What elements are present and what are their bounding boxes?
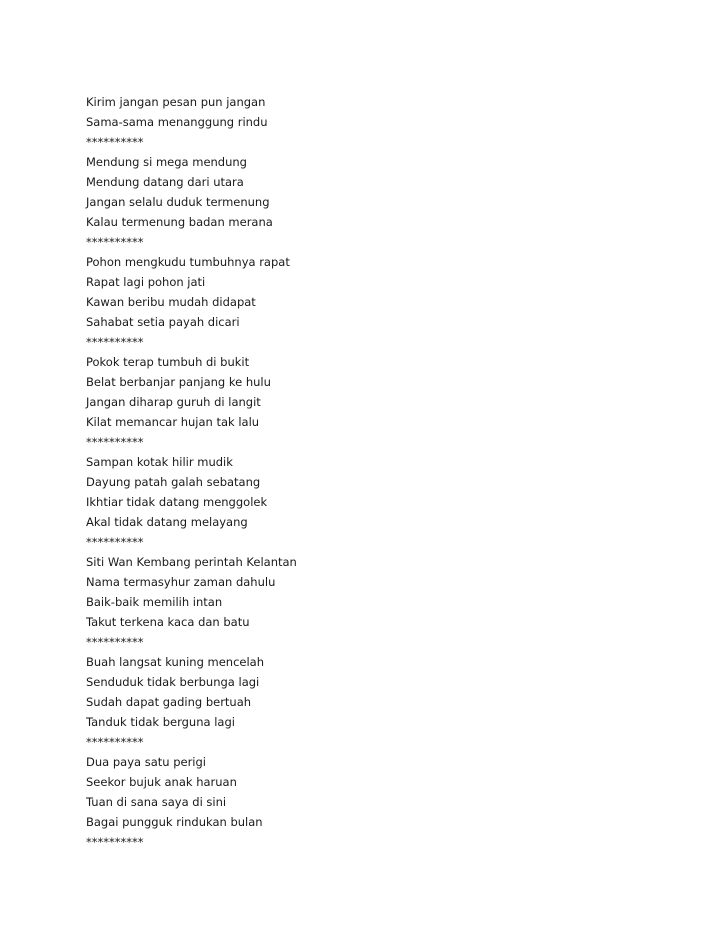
text-line: Jangan diharap guruh di langit: [86, 395, 261, 409]
text-line: Ikhtiar tidak datang menggolek: [86, 495, 268, 509]
separator-line: **********: [86, 835, 144, 849]
text-line: Rapat lagi pohon jati: [86, 275, 206, 289]
text-line: Tuan di sana saya di sini: [86, 795, 227, 809]
separator-line: **********: [86, 335, 144, 349]
text-line: Nama termasyhur zaman dahulu: [86, 575, 276, 589]
document-page: [86, 92, 686, 852]
separator-line: **********: [86, 135, 144, 149]
text-line: Takut terkena kaca dan batu: [86, 615, 250, 629]
text-line: Sahabat setia payah dicari: [86, 315, 240, 329]
text-line: Kalau termenung badan merana: [86, 215, 273, 229]
separator-line: **********: [86, 735, 144, 749]
separator-line: **********: [86, 635, 144, 649]
text-line: Kirim jangan pesan pun jangan: [86, 95, 266, 109]
separator-line: **********: [86, 235, 144, 249]
text-line: Pohon mengkudu tumbuhnya rapat: [86, 255, 290, 269]
text-line: Sudah dapat gading bertuah: [86, 695, 252, 709]
separator-line: **********: [86, 435, 144, 449]
text-line: Senduduk tidak berbunga lagi: [86, 675, 260, 689]
text-line: Jangan selalu duduk termenung: [86, 195, 270, 209]
text-line: Akal tidak datang melayang: [86, 515, 248, 529]
text-line: Sampan kotak hilir mudik: [86, 455, 233, 469]
text-line: Kawan beribu mudah didapat: [86, 295, 256, 309]
text-line: Mendung datang dari utara: [86, 175, 244, 189]
text-line: Mendung si mega mendung: [86, 155, 247, 169]
text-line: Dayung patah galah sebatang: [86, 475, 261, 489]
text-line: Belat berbanjar panjang ke hulu: [86, 375, 271, 389]
text-line: Dua paya satu perigi: [86, 755, 206, 769]
text-line: Seekor bujuk anak haruan: [86, 775, 237, 789]
text-line: Tanduk tidak berguna lagi: [86, 715, 235, 729]
text-line: Baik-baik memilih intan: [86, 595, 223, 609]
text-line: Siti Wan Kembang perintah Kelantan: [86, 555, 297, 569]
text-line: Sama-sama menanggung rindu: [86, 115, 268, 129]
text-line: Bagai pungguk rindukan bulan: [86, 815, 263, 829]
text-line: Pokok terap tumbuh di bukit: [86, 355, 250, 369]
separator-line: **********: [86, 535, 144, 549]
text-line: Buah langsat kuning mencelah: [86, 655, 265, 669]
text-line: Kilat memancar hujan tak lalu: [86, 415, 260, 429]
